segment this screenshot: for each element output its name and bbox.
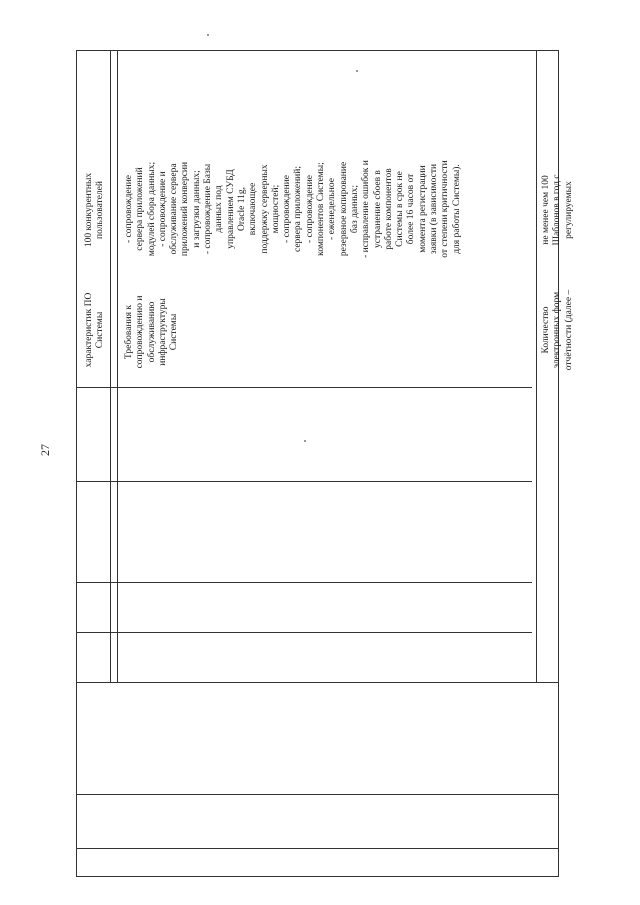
cell-row1-name: характеристик ПО Системы: [84, 292, 106, 368]
table-line: [76, 582, 532, 583]
table-line: [76, 481, 532, 482]
table-line: [76, 848, 559, 849]
cell-row2-name: Требования к сопровождению и обслуживанию инфраструктуры Системы: [124, 295, 180, 369]
table-line: [76, 682, 559, 683]
table-line: [76, 876, 559, 877]
table-line: [117, 50, 118, 683]
table-line: [536, 50, 537, 683]
cell-row3-value: не менее чем 100 Шаблонов в год с регулируемых: [541, 174, 574, 246]
page-number: 27: [38, 444, 52, 456]
cell-row3-name: Количество электронных форм отчётности (далее –: [541, 289, 574, 371]
scan-speck: [356, 70, 358, 72]
table-line: [76, 632, 532, 633]
scan-speck: [207, 34, 209, 36]
scan-speck: [304, 440, 306, 442]
table-line: [76, 794, 559, 795]
table-line: [76, 50, 559, 51]
table-line: [110, 50, 111, 683]
cell-row1-value: 100 конкурентных пользователей: [84, 172, 106, 248]
cell-row2-value: - сопровождение сервера приложений модулей сбора данных; - сопровождение и обслуживание сервера приложений конверсии и загрузки данных; - сопровождение Базы данных под управлением СУБД Oracle 11g, включающее поддержку серверных мощностей; - сопровождение сервера приложений; - сопровождение компонентов Системы; - еженедельное резервное копирование баз данных; - исправление ошибок и устранение сбоев в работе компонентов Системы в срок не более 16 часов от момента регистрации заявки (в зависимости от степени критичности для работы Системы).: [124, 160, 462, 258]
table-line: [76, 50, 77, 877]
table-line: [76, 387, 532, 388]
